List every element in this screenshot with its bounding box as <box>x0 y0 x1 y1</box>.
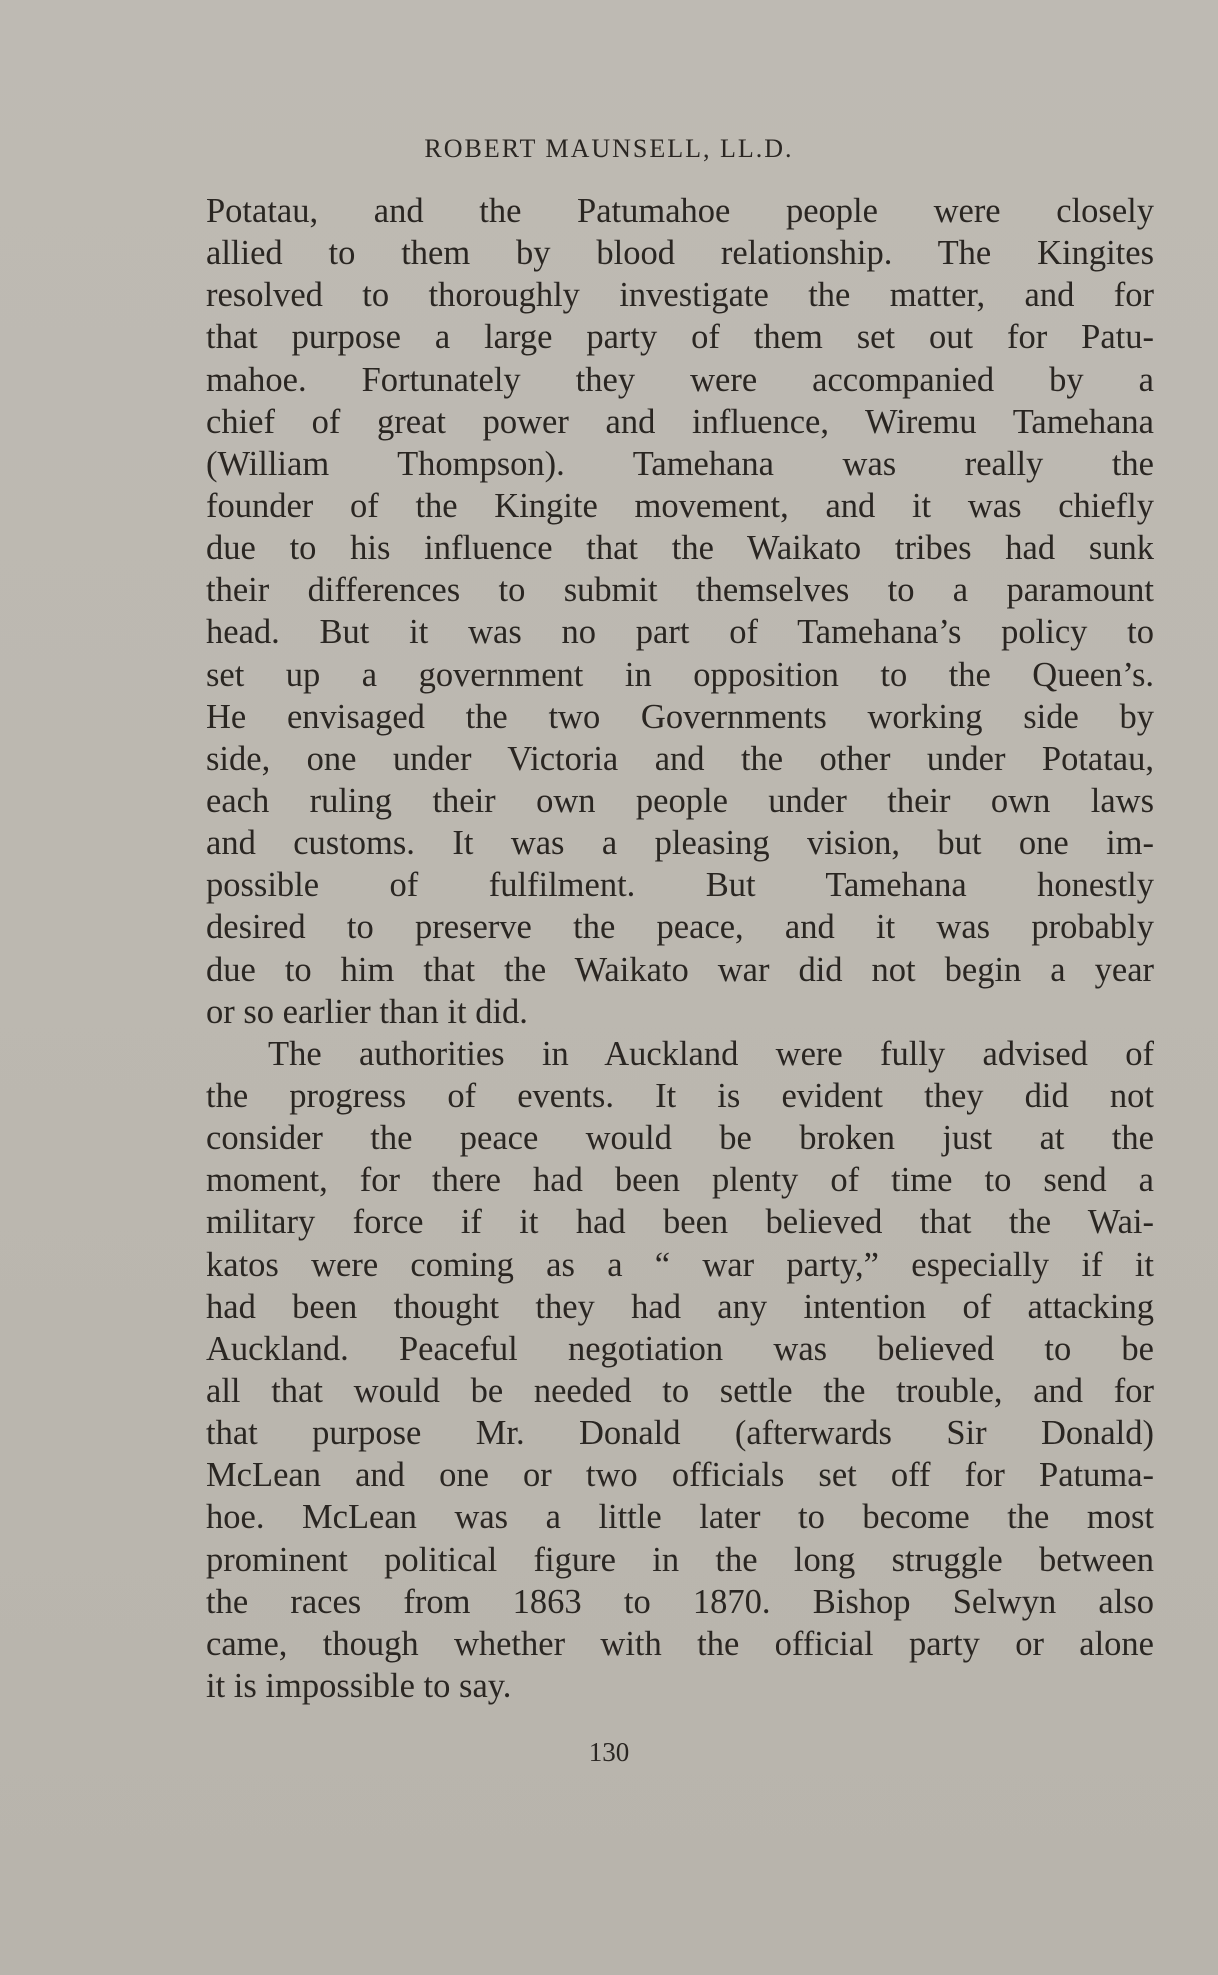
text-line: Potatau, and the Patumahoe people were closely <box>206 192 1154 230</box>
text-line: chief of great power and influence, Wiremu Tamehana <box>206 402 1154 441</box>
text-line: consider the peace would be broken just at the <box>206 1119 1154 1158</box>
text-line: came, though whether with the official party or alone <box>206 1624 1154 1663</box>
text-line: The authorities in Auckland were fully advised of <box>268 1034 1154 1073</box>
text-line: He envisaged the two Governments working side by <box>206 697 1154 736</box>
text-line: prominent political figure in the long struggle between <box>206 1540 1154 1579</box>
paragraph-1 <box>206 190 1154 1033</box>
text-line: each ruling their own people under their own laws <box>206 781 1154 820</box>
text-line: all that would be needed to settle the trouble, and for <box>206 1371 1154 1410</box>
text-line: their differences to submit themselves to a paramount <box>206 571 1154 610</box>
text-line: side, one under Victoria and the other under Potatau, <box>206 739 1154 778</box>
text-line: due to his influence that the Waikato tribes had sunk <box>206 529 1154 568</box>
text-line: founder of the Kingite movement, and it was chiefly <box>206 486 1154 525</box>
text-line: had been thought they had any intention of attacking <box>206 1287 1154 1326</box>
text-line: (William Thompson). Tamehana was really the <box>206 444 1154 483</box>
text-line: moment, for there had been plenty of time to send a <box>206 1161 1154 1200</box>
text-line: due to him that the Waikato war did not begin a year <box>206 950 1154 989</box>
text-line: desired to preserve the peace, and it was probably <box>206 908 1154 947</box>
text-line: katos were coming as a “ war party,” especially if it <box>206 1245 1154 1284</box>
text-line: the progress of events. It is evident they did not <box>206 1076 1154 1115</box>
text-line: it is impossible to say. <box>206 1666 512 1705</box>
text-line: allied to them by blood relationship. The Kingites <box>206 234 1154 273</box>
text-line: that purpose Mr. Donald (afterwards Sir Donald) <box>206 1414 1154 1453</box>
text-line: head. But it was no part of Tamehana’s policy to <box>206 613 1154 652</box>
text-line: mahoe. Fortunately they were accompanied by a <box>206 360 1154 399</box>
page-number: 130 <box>588 1737 630 1767</box>
text-line: or so earlier than it did. <box>206 992 528 1031</box>
text-line: hoe. McLean was a little later to become the most <box>206 1498 1154 1537</box>
text-line: McLean and one or two officials set off for Patuma- <box>206 1456 1154 1495</box>
text-line: and customs. It was a pleasing vision, but one im- <box>206 824 1154 863</box>
text-line: possible of fulfilment. But Tamehana honestly <box>206 866 1154 905</box>
running-head: ROBERT MAUNSELL, LL.D. <box>424 134 794 163</box>
text-line: military force if it had been believed that the Wai- <box>206 1203 1154 1242</box>
text-line: resolved to thoroughly investigate the matter, and for <box>206 276 1154 315</box>
text-line: set up a government in opposition to the Queen’s. <box>206 655 1154 694</box>
body-text <box>206 190 1154 1707</box>
text-line: that purpose a large party of them set out for Patu- <box>206 318 1154 357</box>
paragraph-2 <box>206 1033 1154 1707</box>
text-line: Auckland. Peaceful negotiation was believed to be <box>206 1329 1154 1368</box>
text-line: the races from 1863 to 1870. Bishop Selwyn also <box>206 1582 1154 1621</box>
